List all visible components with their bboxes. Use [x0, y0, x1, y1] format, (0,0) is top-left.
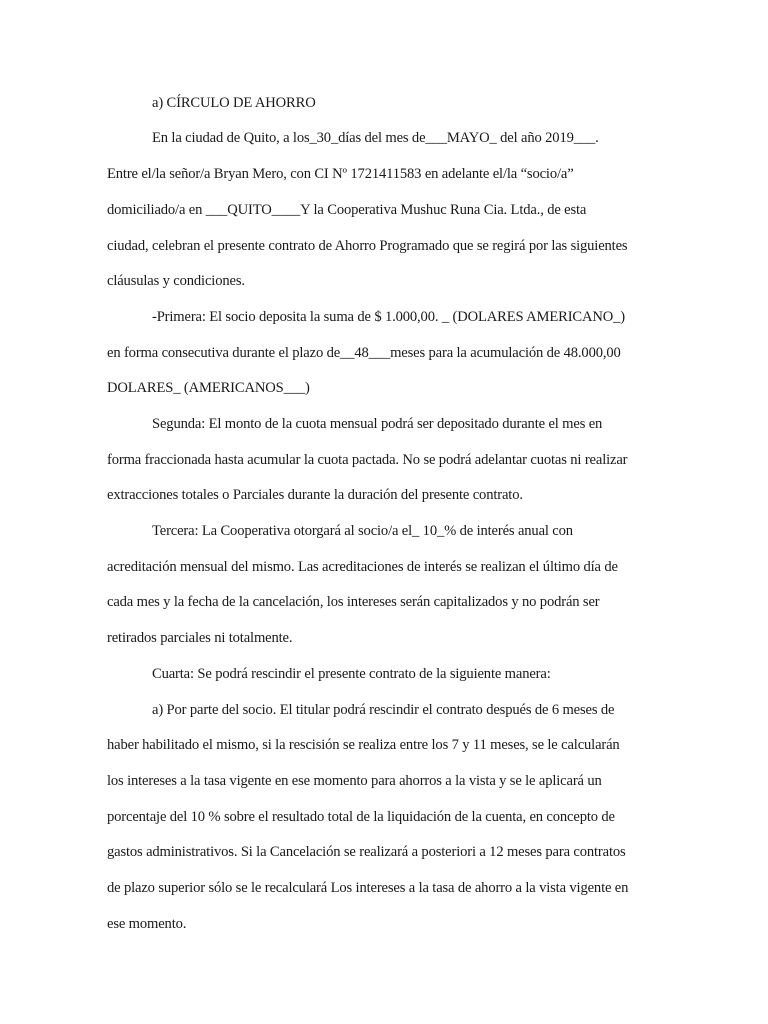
clause-tercera-line: Tercera: La Cooperativa otorgará al socio/a el_ 10_% de interés anual con [152, 523, 573, 539]
clause-primera-line: en forma consecutiva durante el plazo de__48___meses para la acumulación de 48.000,00 [107, 345, 621, 361]
clause-tercera-line: acreditación mensual del mismo. Las acreditaciones de interés se realizan el último día de [107, 559, 618, 575]
clause-segunda-line: forma fraccionada hasta acumular la cuota pactada. No se podrá adelantar cuotas ni realizar [107, 452, 628, 468]
paragraph-intro-line: domiciliado/a en ___QUITO____Y la Cooperativa Mushuc Runa Cia. Ltda., de esta [107, 202, 587, 218]
clause-cuarta-a-line: los intereses a la tasa vigente en ese momento para ahorros a la vista y se le aplicará un [107, 773, 602, 789]
clause-primera-line: DOLARES_ (AMERICANOS___) [107, 380, 310, 396]
paragraph-intro-line: Entre el/la señor/a Bryan Mero, con CI Nº 1721411583 en adelante el/la “socio/a” [107, 166, 574, 182]
paragraph-intro-line: En la ciudad de Quito, a los_30_días del mes de___MAYO_ del año 2019___. [152, 130, 599, 146]
clause-cuarta-a-line: haber habilitado el mismo, si la rescisión se realiza entre los 7 y 11 meses, se le calcularán [107, 737, 620, 753]
paragraph-intro-line: cláusulas y condiciones. [107, 273, 245, 289]
clause-cuarta-a-line: a) Por parte del socio. El titular podrá rescindir el contrato después de 6 meses de [152, 702, 615, 718]
clause-cuarta-line: Cuarta: Se podrá rescindir el presente contrato de la siguiente manera: [152, 666, 551, 682]
clause-cuarta-a-line: ese momento. [107, 916, 187, 932]
clause-cuarta-a-line: gastos administrativos. Si la Cancelación se realizará a posteriori a 12 meses para contratos [107, 844, 626, 860]
clause-cuarta-a-line: de plazo superior sólo se le recalculará Los intereses a la tasa de ahorro a la vista vigente en [107, 880, 629, 896]
clause-tercera-line: retirados parciales ni totalmente. [107, 630, 293, 646]
paragraph-intro-line: ciudad, celebran el presente contrato de Ahorro Programado que se regirá por las siguientes [107, 238, 628, 254]
clause-cuarta-a-line: porcentaje del 10 % sobre el resultado total de la liquidación de la cuenta, en concepto de [107, 809, 615, 825]
section-title: a) CÍRCULO DE AHORRO [152, 95, 316, 111]
clause-segunda-line: Segunda: El monto de la cuota mensual podrá ser depositado durante el mes en [152, 416, 603, 432]
clause-segunda-line: extracciones totales o Parciales durante la duración del presente contrato. [107, 487, 523, 503]
clause-tercera-line: cada mes y la fecha de la cancelación, los intereses serán capitalizados y no podrán ser [107, 594, 600, 610]
clause-primera-line: -Primera: El socio deposita la suma de $ 1.000,00. _ (DOLARES AMERICANO_) [152, 309, 626, 325]
